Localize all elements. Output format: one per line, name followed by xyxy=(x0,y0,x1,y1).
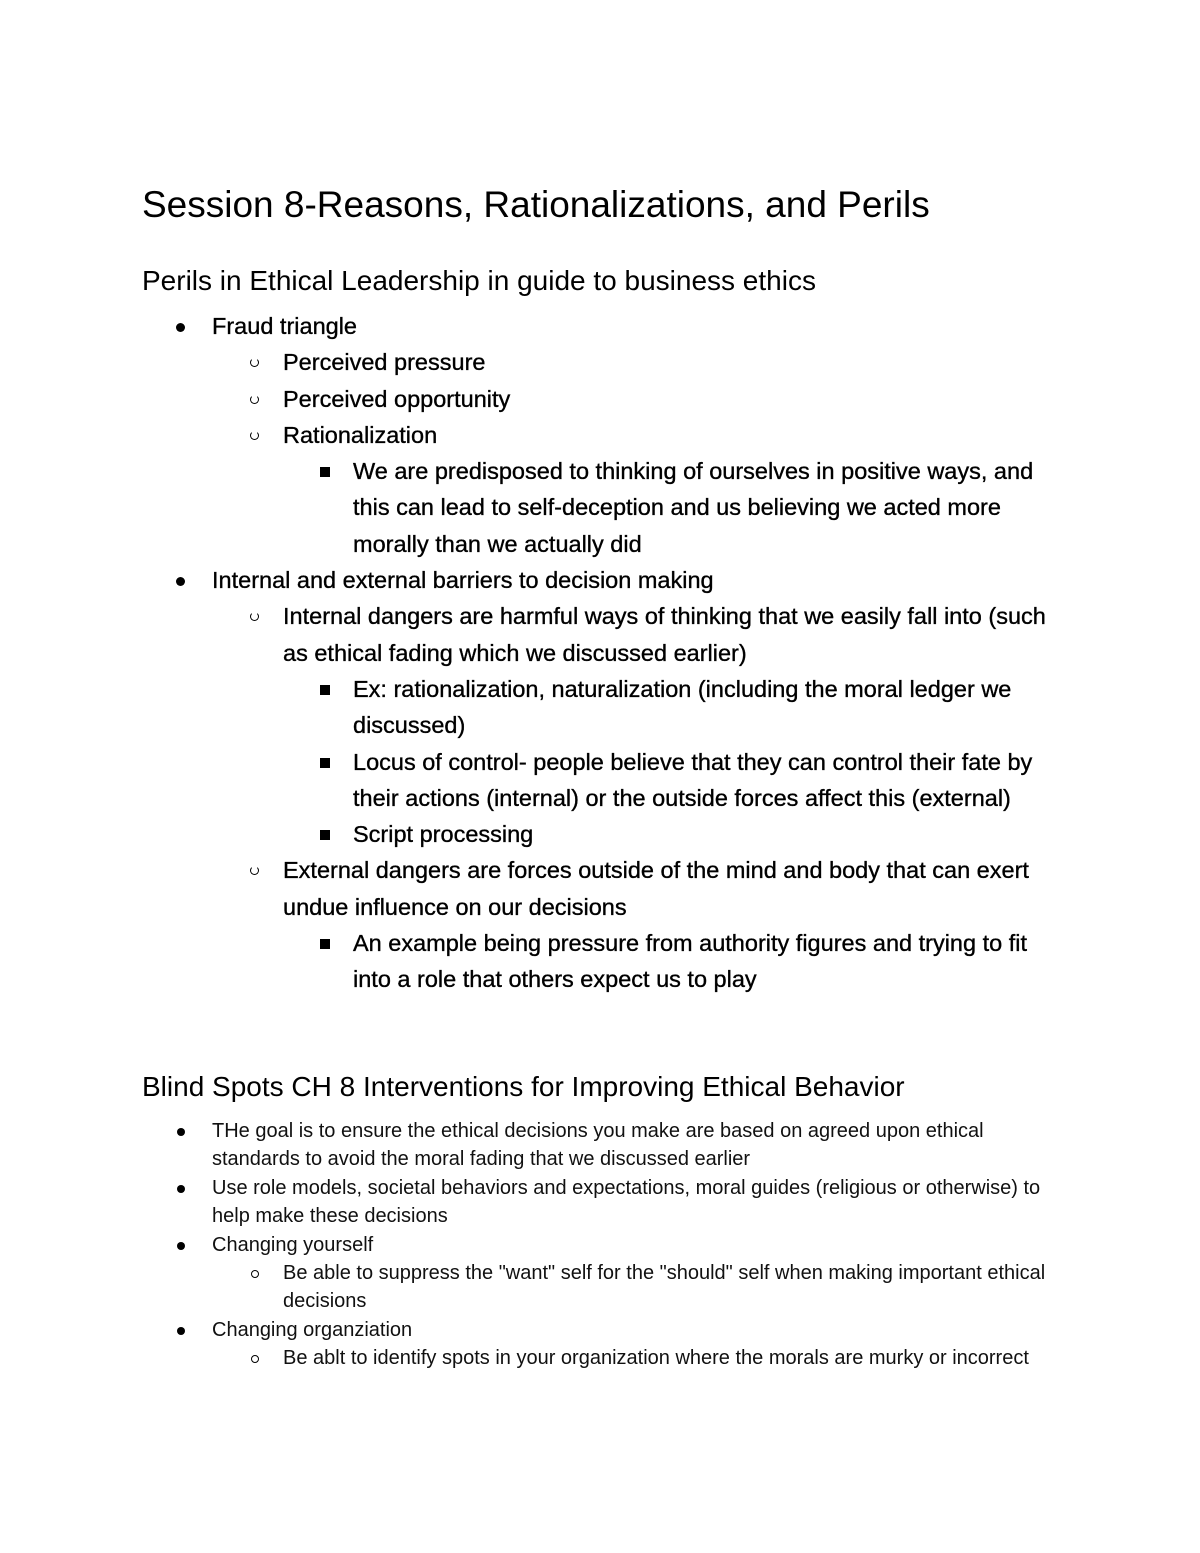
filled-circle-bullet-icon xyxy=(177,1242,185,1250)
list-item xyxy=(0,925,1068,998)
list-item xyxy=(0,744,1068,817)
perils-list xyxy=(0,308,1200,998)
square-bullet-icon xyxy=(320,830,330,840)
list-item xyxy=(0,1117,1062,1174)
list-item xyxy=(0,671,1068,744)
square-bullet-icon xyxy=(320,467,330,477)
list-item-text: Changing yourself xyxy=(212,1233,374,1256)
list-item xyxy=(0,344,1063,380)
list-item-text: Use role models, societal behaviors and expectations, moral guides (religious or otherwise) to help make these decisions xyxy=(212,1176,1041,1228)
list-item-text: Be able to suppress the "want" self for the "should" self when making important ethical decisions xyxy=(283,1262,1046,1313)
list-item xyxy=(0,1316,1062,1344)
list-item-text: Fraud triangle xyxy=(212,313,357,339)
list-item-text: We are predisposed to thinking of ourselves in positive ways, and this can lead to self-deception and us believing we acted more morally than we actually did xyxy=(353,458,1034,557)
filled-circle-bullet-icon xyxy=(177,1327,185,1335)
filled-circle-bullet-icon xyxy=(176,577,185,586)
list-item xyxy=(0,816,1068,852)
list-item-text: Perceived pressure xyxy=(283,349,486,376)
list-item-text: Internal dangers are harmful ways of thinking that we easily fall into (such as ethical fading which we discussed earlier) xyxy=(283,603,1046,666)
list-item xyxy=(0,381,1063,417)
list-item xyxy=(0,1174,1062,1231)
open-circle-bullet-icon xyxy=(251,1270,259,1278)
list-item xyxy=(0,453,1068,562)
list-item xyxy=(0,562,1082,598)
list-item xyxy=(0,308,1082,344)
list-item-text: An example being pressure from authority figures and trying to fit into a role that others expect us to play xyxy=(353,930,1028,993)
section-heading-perils: Perils in Ethical Leadership in guide to business ethics xyxy=(142,265,816,296)
list-item-text: THe goal is to ensure the ethical decisions you make are based on agreed upon ethical standards to avoid the moral fading that we discussed earlier xyxy=(212,1120,984,1171)
open-circle-bullet-icon xyxy=(250,612,259,621)
list-item-text: Locus of control- people believe that they can control their fate by their actions (internal) or the outside forces affect this (external) xyxy=(353,748,1033,811)
page-title: Session 8-Reasons, Rationalizations, and Perils xyxy=(142,184,930,225)
list-item xyxy=(0,1231,1062,1259)
open-circle-bullet-icon xyxy=(250,431,259,440)
open-circle-bullet-icon xyxy=(250,358,259,367)
list-item-text: Changing organziation xyxy=(212,1318,413,1341)
square-bullet-icon xyxy=(320,758,330,768)
list-item xyxy=(0,852,1063,925)
list-item xyxy=(0,598,1063,671)
list-item xyxy=(0,1344,1053,1372)
filled-circle-bullet-icon xyxy=(176,323,185,332)
list-item xyxy=(0,417,1063,453)
list-item-text: Be ablt to identify spots in your organization where the morals are murky or incorrect xyxy=(283,1347,1029,1370)
list-item xyxy=(0,1259,1053,1316)
open-circle-bullet-icon xyxy=(250,866,259,875)
section-heading-blind-spots: Blind Spots CH 8 Interventions for Improving Ethical Behavior xyxy=(142,1071,905,1102)
list-item-text: Ex: rationalization, naturalization (including the moral ledger we discussed) xyxy=(353,675,1012,739)
list-item-text: Script processing xyxy=(353,821,534,848)
list-item-text: Internal and external barriers to decision making xyxy=(212,567,714,594)
filled-circle-bullet-icon xyxy=(177,1185,185,1193)
filled-circle-bullet-icon xyxy=(177,1128,185,1136)
open-circle-bullet-icon xyxy=(251,1355,259,1363)
list-item-text: Perceived opportunity xyxy=(283,385,511,412)
open-circle-bullet-icon xyxy=(250,395,259,404)
square-bullet-icon xyxy=(320,685,330,695)
blind-spots-list xyxy=(0,1117,1200,1373)
square-bullet-icon xyxy=(320,939,330,949)
list-item-text: External dangers are forces outside of the mind and body that can exert undue influence on our decisions xyxy=(283,857,1029,920)
list-item-text: Rationalization xyxy=(283,421,438,448)
